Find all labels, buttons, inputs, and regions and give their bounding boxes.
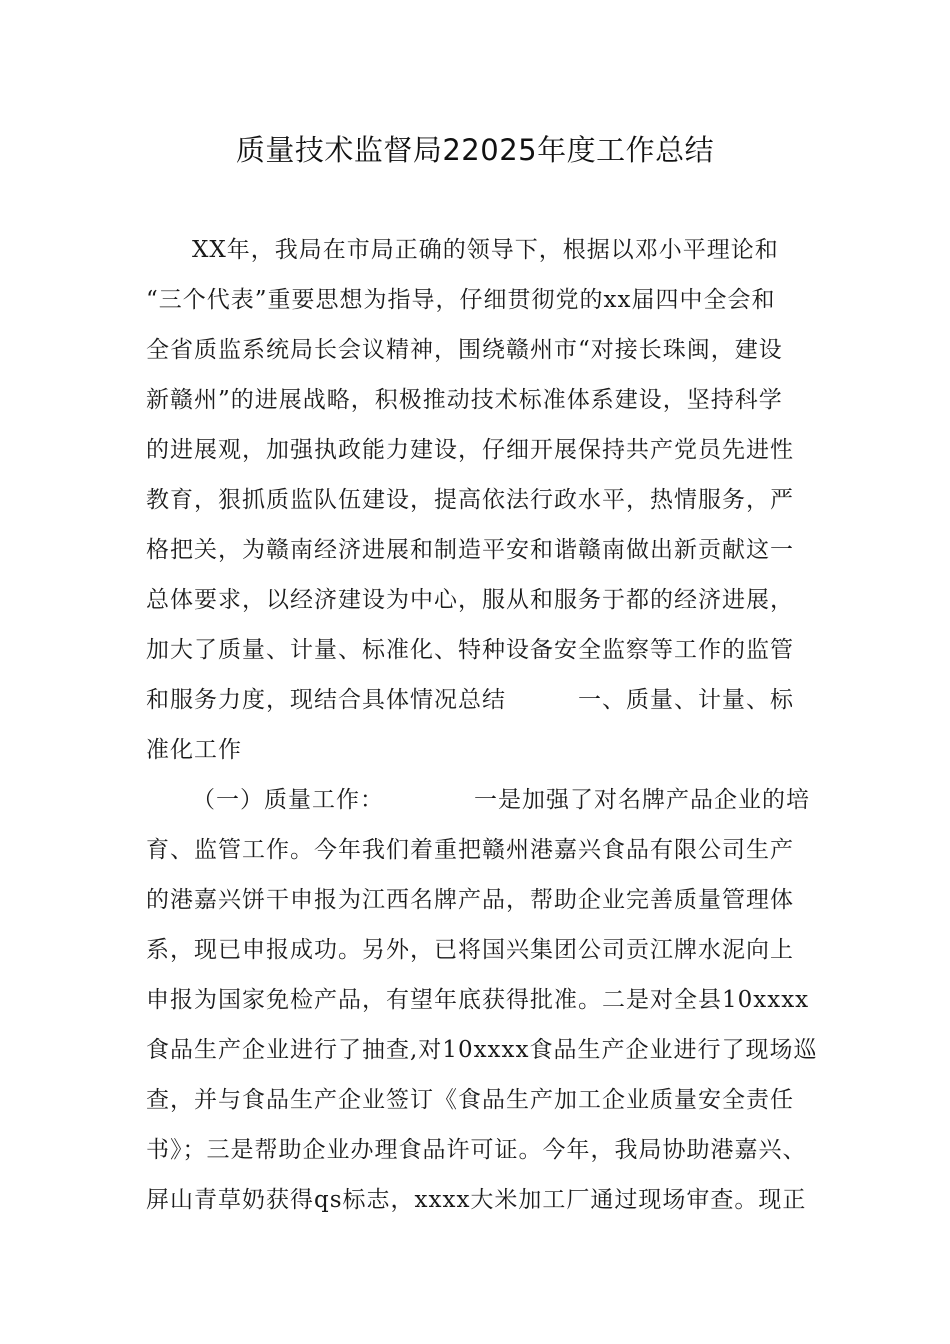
- document-title: 质量技术监督局22025年度工作总结: [235, 133, 715, 167]
- paragraph-line: “三个代表”重要思想为指导，仔细贯彻党的xx届四中全会和: [146, 287, 776, 313]
- paragraph-line: 系，现已申报成功。另外，已将国兴集团公司贡江牌水泥向上: [146, 937, 794, 963]
- paragraph-line: 全省质监系统局长会议精神，围绕赣州市“对接长珠闽，建设: [146, 337, 783, 363]
- paragraph-line: 食品生产企业进行了抽查,对10xxxx食品生产企业进行了现场巡: [146, 1037, 818, 1063]
- paragraph-line: 育、监管工作。今年我们着重把赣州港嘉兴食品有限公司生产: [146, 837, 794, 863]
- paragraph-line: 书》；三是帮助企业办理食品许可证。今年，我局协助港嘉兴、: [146, 1137, 807, 1163]
- paragraph-line: 格把关，为赣南经济进展和制造平安和谐赣南做出新贡献这一: [146, 537, 794, 563]
- section-heading: 一、质量、计量、标: [578, 687, 794, 713]
- paragraph-line: 的港嘉兴饼干申报为江西名牌产品，帮助企业完善质量管理体: [146, 887, 794, 913]
- paragraph-line: 的进展观，加强执政能力建设，仔细开展保持共产党员先进性: [146, 437, 794, 463]
- paragraph-line: XX年，我局在市局正确的领导下，根据以邓小平理论和: [192, 237, 779, 263]
- paragraph-line-with-heading: [146, 686, 812, 714]
- subsection-heading: （一）质量工作：: [192, 787, 384, 813]
- paragraph-line: 加大了质量、计量、标准化、特种设备安全监察等工作的监管: [146, 637, 794, 663]
- paragraph-text: 和服务力度，现结合具体情况总结: [146, 687, 506, 713]
- paragraph-line: 新赣州”的进展战略，积极推动技术标准体系建设，坚持科学: [146, 387, 783, 413]
- section-heading-continued: 准化工作: [146, 737, 242, 763]
- subsection-line: [192, 786, 812, 814]
- paragraph-line: 查，并与食品生产企业签订《食品生产加工企业质量安全责任: [146, 1087, 794, 1113]
- paragraph-line: 屏山青草奶获得qs标志，xxxx大米加工厂通过现场审查。现正: [146, 1187, 807, 1213]
- paragraph-text: 一是加强了对名牌产品企业的培: [474, 787, 810, 813]
- paragraph-line: 教育，狠抓质监队伍建设，提高依法行政水平，热情服务，严: [146, 487, 794, 513]
- paragraph-line: 申报为国家免检产品，有望年底获得批准。二是对全县10xxxx: [146, 987, 810, 1013]
- paragraph-line: 总体要求，以经济建设为中心，服从和服务于都的经济进展，: [146, 587, 794, 613]
